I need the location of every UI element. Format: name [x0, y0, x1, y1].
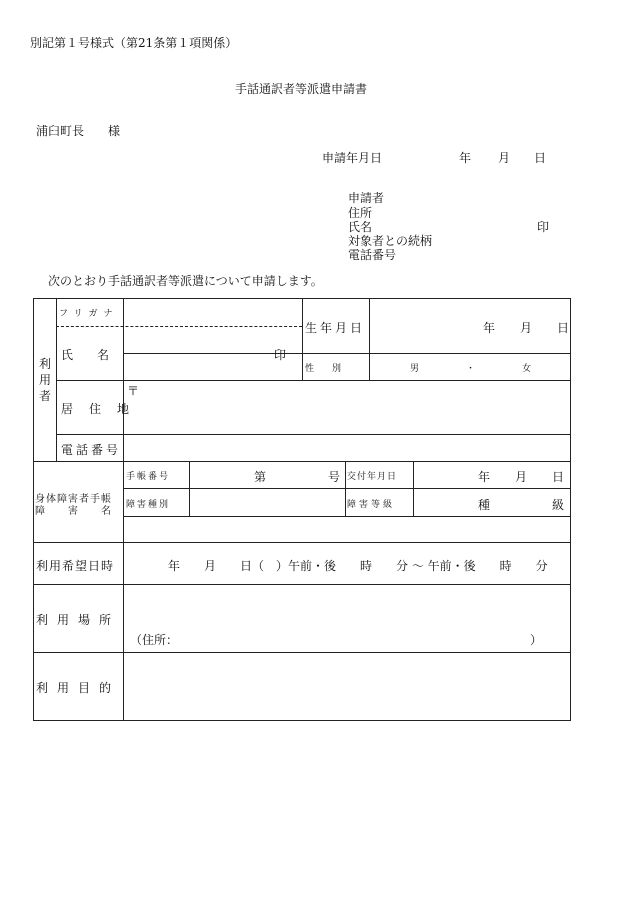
date-year: 年 — [459, 151, 472, 165]
phone-field[interactable] — [125, 437, 568, 459]
issue-year: 年 — [478, 470, 491, 484]
disability-name-label: 障 害 名 — [35, 506, 112, 517]
date-label: 申請年月日 — [322, 151, 383, 165]
issue-day: 日 — [552, 470, 565, 484]
page-title: 手話通訳者等派遣申請書 — [235, 82, 368, 96]
disability-book-label: 身体障害者手帳 — [35, 494, 112, 505]
applicant-address-label: 住所 — [348, 206, 373, 220]
use-purpose-field[interactable] — [125, 655, 568, 717]
user-label: 利用者 — [38, 357, 51, 403]
date-day: 日 — [534, 151, 547, 165]
applicant-seal: 印 — [537, 220, 550, 234]
issue-month: 月 — [515, 470, 528, 484]
birth-year: 年 — [483, 321, 496, 335]
form-number: 別記第１号様式（第21条第１項関係） — [30, 36, 238, 50]
address-label: 居 住 地 — [61, 402, 132, 416]
place-address-label: （住所： — [130, 633, 179, 647]
sex-male[interactable]: 男 — [410, 364, 420, 374]
furigana-label: フリガナ — [59, 309, 119, 319]
grade-shu: 種 — [478, 498, 491, 512]
sex-female[interactable]: 女 — [522, 364, 532, 374]
applicant-name-label: 氏名 — [348, 220, 373, 234]
use-purpose-label: 利用目的 — [36, 681, 121, 695]
postal-mark: 〒 — [127, 384, 140, 398]
applicant-relation-label: 対象者との続柄 — [348, 234, 433, 248]
book-number-label: 手帳番号 — [126, 472, 171, 482]
disability-grade-label: 障害等級 — [347, 500, 396, 510]
disability-name-field[interactable] — [125, 518, 568, 540]
furigana-field[interactable] — [125, 301, 300, 324]
use-place-label: 利用場所 — [36, 613, 121, 627]
place-address-field[interactable] — [178, 628, 526, 646]
disability-type-label: 障害種別 — [126, 500, 171, 510]
address-field[interactable] — [125, 396, 568, 432]
phone-label: 電話番号 — [61, 443, 122, 457]
issue-date-label: 交付年月日 — [347, 472, 398, 482]
grade-kyu: 級 — [552, 498, 565, 512]
addressee: 浦臼町長 様 — [36, 124, 121, 138]
birth-month: 月 — [520, 321, 533, 335]
birth-day: 日 — [557, 321, 570, 335]
use-datetime-label: 利用希望日時 — [36, 559, 115, 573]
birthdate-label: 生年月日 — [305, 321, 366, 335]
sex-separator: ・ — [466, 364, 476, 374]
intro-text: 次のとおり手話通訳者等派遣について申請します。 — [48, 274, 323, 288]
book-dai: 第 — [254, 470, 267, 484]
applicant-phone-label: 電話番号 — [348, 248, 397, 262]
place-address-close: ） — [530, 633, 543, 647]
user-seal: 印 — [274, 348, 287, 362]
date-month: 月 — [498, 151, 511, 165]
name-label: 氏 名 — [61, 348, 110, 362]
sex-label: 性 別 — [305, 364, 342, 374]
applicant-heading: 申請者 — [348, 191, 385, 205]
use-datetime-value[interactable]: 年 月 日（ ）午前・後 時 分 〜 午前・後 時 分 — [168, 559, 548, 573]
book-go: 号 — [328, 470, 341, 484]
